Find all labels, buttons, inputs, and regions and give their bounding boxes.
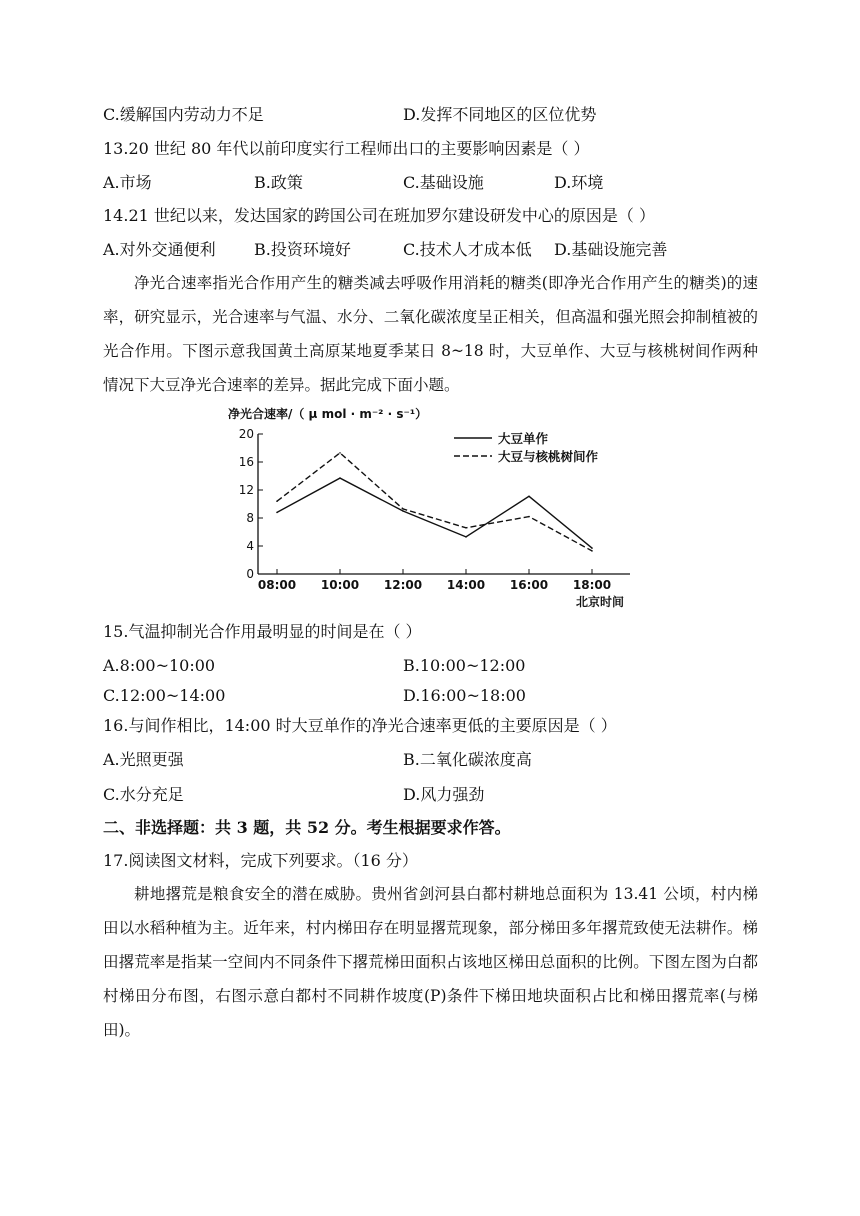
data-point xyxy=(276,512,278,514)
x-tick-label: 14:00 xyxy=(446,578,486,592)
q13-stem: 13.20 世纪 80 年代以前印度实行工程师出口的主要影响因素是（ ） xyxy=(103,139,590,158)
q15-option-c: C.12:00~14:00 xyxy=(103,686,226,705)
data-point xyxy=(339,452,341,454)
q13-option-a: A.市场 xyxy=(103,173,152,192)
series-line-2 xyxy=(277,453,592,551)
x-tick-label: 16:00 xyxy=(509,578,549,592)
chart-xlabel: 北京时间 xyxy=(575,595,625,609)
q14-option-d: D.基础设施完善 xyxy=(554,240,668,259)
x-tick-label: 18:00 xyxy=(572,578,612,592)
chart-ylabel: 净光合速率/（ μ mol · m⁻² · s⁻¹） xyxy=(228,407,428,421)
q14-option-c: C.技术人才成本低 xyxy=(403,240,532,259)
q16-option-a: A.光照更强 xyxy=(103,750,184,769)
passage-terraces: 耕地撂荒是粮食安全的潜在威胁。贵州省剑河县白都村耕地总面积为 13.41 公顷，村内梯田以水稻种植为主。近年来，村内梯田存在明显撂荒现象，部分梯田多年撂荒致使无法耕作。梯田撂荒率是指某一空间内不同条件下撂荒梯田面积占该地区梯田总面积的比例。下图左图为白都村梯田分布图，右图示意白都村不同耕作坡度(P)条件下梯田地块面积占比和梯田撂荒率(与梯田)。 xyxy=(103,885,758,1039)
data-point xyxy=(528,516,530,518)
x-tick-label: 12:00 xyxy=(383,578,423,592)
x-tick-label: 08:00 xyxy=(257,578,297,592)
data-point xyxy=(528,496,530,498)
chart-series xyxy=(276,452,593,552)
data-point xyxy=(465,527,467,529)
x-tick-label: 10:00 xyxy=(320,578,360,592)
q13-option-b: B.政策 xyxy=(254,173,303,192)
q15-option-d: D.16:00~18:00 xyxy=(403,686,526,705)
q13-option-d: D.环境 xyxy=(554,173,604,192)
y-tick-label: 16 xyxy=(238,455,254,469)
data-point xyxy=(276,500,278,502)
q15-stem: 15.气温抑制光合作用最明显的时间是在（ ） xyxy=(103,622,422,641)
chart-legend xyxy=(454,431,599,464)
net-photosynthesis-chart xyxy=(226,404,646,616)
q16-option-b: B.二氧化碳浓度高 xyxy=(403,750,532,769)
section-heading: 二、非选择题：共 3 题，共 52 分。考生根据要求作答。 xyxy=(103,818,511,837)
q16-option-d: D.风力强劲 xyxy=(403,785,485,804)
series-line-1 xyxy=(277,478,592,548)
y-tick-label: 0 xyxy=(246,567,254,581)
q14-option-b: B.投资环境好 xyxy=(254,240,351,259)
data-point xyxy=(591,550,593,552)
q17-stem: 17.阅读图文材料，完成下列要求。（16 分） xyxy=(103,851,418,870)
data-point xyxy=(465,536,467,538)
legend-label: 大豆与核桃树间作 xyxy=(498,449,599,464)
data-point xyxy=(402,508,404,510)
q12-option-d: D.发挥不同地区的区位优势 xyxy=(403,105,597,124)
data-point xyxy=(591,547,593,549)
q16-stem: 16.与间作相比，14:00 时大豆单作的净光合速率更低的主要原因是（ ） xyxy=(103,716,617,735)
q16-option-c: C.水分充足 xyxy=(103,785,184,804)
y-tick-label: 12 xyxy=(238,483,254,497)
legend-label: 大豆单作 xyxy=(498,431,549,446)
data-point xyxy=(402,510,404,512)
q13-option-c: C.基础设施 xyxy=(403,173,484,192)
data-point xyxy=(339,477,341,479)
q15-option-a: A.8:00~10:00 xyxy=(103,656,216,675)
q15-option-b: B.10:00~12:00 xyxy=(403,656,526,675)
y-tick-label: 4 xyxy=(246,539,254,553)
q12-option-c: C.缓解国内劳动力不足 xyxy=(103,105,264,124)
y-tick-label: 20 xyxy=(238,427,254,441)
y-tick-label: 8 xyxy=(246,511,254,525)
passage-photosynthesis: 净光合速率指光合作用产生的糖类减去呼吸作用消耗的糖类(即净光合作用产生的糖类)的速率，研究显示，光合速率与气温、水分、二氧化碳浓度呈正相关，但高温和强光照会抑制植被的光合作用。下图示意我国黄土高原某地夏季某日 8~18 时，大豆单作、大豆与核桃树间作两种情况下大豆净光合速率的差异。据此完成下面小题。 xyxy=(103,274,758,394)
q14-stem: 14.21 世纪以来，发达国家的跨国公司在班加罗尔建设研发中心的原因是（ ） xyxy=(103,206,655,225)
q14-option-a: A.对外交通便利 xyxy=(103,240,216,259)
